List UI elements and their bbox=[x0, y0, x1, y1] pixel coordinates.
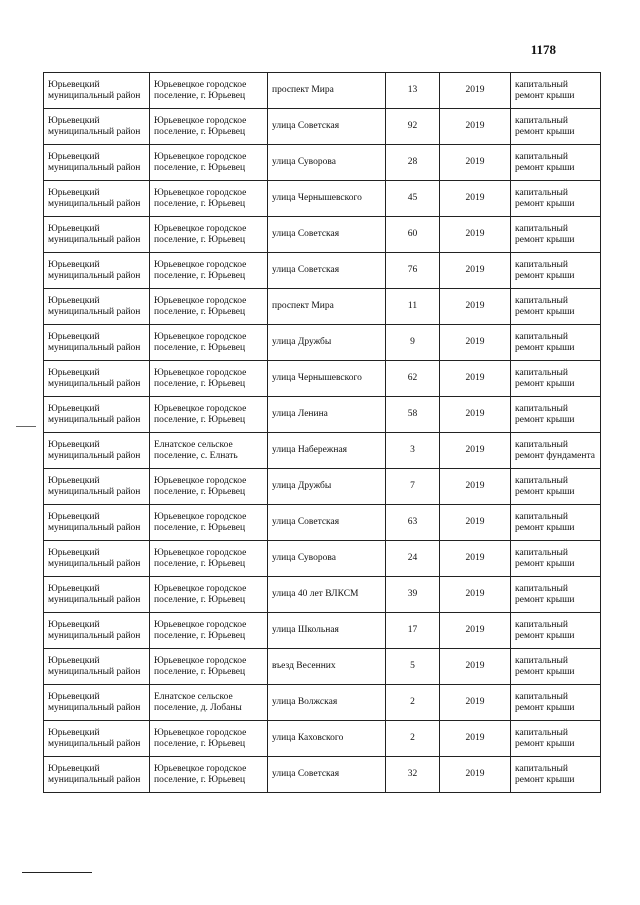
house-number-cell: 9 bbox=[386, 325, 440, 361]
street-cell: проспект Мира bbox=[268, 73, 386, 109]
district-cell: Юрьевецкий муниципальный район bbox=[44, 109, 150, 145]
work-type-cell: капитальный ремонт крыши bbox=[511, 577, 601, 613]
street-cell: улица Ленина bbox=[268, 397, 386, 433]
settlement-cell: Юрьевецкое городское поселение, г. Юрьевец bbox=[150, 145, 268, 181]
table-row bbox=[44, 541, 601, 577]
year-cell: 2019 bbox=[440, 577, 511, 613]
street-cell: улица Советская bbox=[268, 217, 386, 253]
district-cell: Юрьевецкий муниципальный район bbox=[44, 397, 150, 433]
street-cell: улица Советская bbox=[268, 757, 386, 793]
district-cell: Юрьевецкий муниципальный район bbox=[44, 649, 150, 685]
year-cell: 2019 bbox=[440, 325, 511, 361]
house-number-cell: 39 bbox=[386, 577, 440, 613]
house-number-cell: 76 bbox=[386, 253, 440, 289]
work-type-cell: капитальный ремонт крыши bbox=[511, 181, 601, 217]
table-row bbox=[44, 469, 601, 505]
district-cell: Юрьевецкий муниципальный район bbox=[44, 145, 150, 181]
house-number-cell: 5 bbox=[386, 649, 440, 685]
work-type-cell: капитальный ремонт крыши bbox=[511, 109, 601, 145]
table-row bbox=[44, 361, 601, 397]
district-cell: Юрьевецкий муниципальный район bbox=[44, 685, 150, 721]
settlement-cell: Юрьевецкое городское поселение, г. Юрьевец bbox=[150, 289, 268, 325]
table-body bbox=[44, 73, 601, 793]
house-number-cell: 58 bbox=[386, 397, 440, 433]
work-type-cell: капитальный ремонт крыши bbox=[511, 361, 601, 397]
year-cell: 2019 bbox=[440, 289, 511, 325]
year-cell: 2019 bbox=[440, 73, 511, 109]
table-row bbox=[44, 325, 601, 361]
table-row bbox=[44, 145, 601, 181]
district-cell: Юрьевецкий муниципальный район bbox=[44, 757, 150, 793]
house-number-cell: 45 bbox=[386, 181, 440, 217]
house-number-cell: 28 bbox=[386, 145, 440, 181]
street-cell: улица Суворова bbox=[268, 145, 386, 181]
house-number-cell: 17 bbox=[386, 613, 440, 649]
house-number-cell: 2 bbox=[386, 685, 440, 721]
work-type-cell: капитальный ремонт крыши bbox=[511, 613, 601, 649]
house-number-cell: 2 bbox=[386, 721, 440, 757]
street-cell: улица Дружбы bbox=[268, 325, 386, 361]
work-type-cell: капитальный ремонт крыши bbox=[511, 469, 601, 505]
work-type-cell: капитальный ремонт крыши bbox=[511, 397, 601, 433]
table-row bbox=[44, 109, 601, 145]
district-cell: Юрьевецкий муниципальный район bbox=[44, 433, 150, 469]
settlement-cell: Юрьевецкое городское поселение, г. Юрьевец bbox=[150, 469, 268, 505]
work-type-cell: капитальный ремонт крыши bbox=[511, 217, 601, 253]
district-cell: Юрьевецкий муниципальный район bbox=[44, 181, 150, 217]
repair-schedule-table bbox=[43, 72, 601, 793]
settlement-cell: Юрьевецкое городское поселение, г. Юрьевец bbox=[150, 541, 268, 577]
settlement-cell: Юрьевецкое городское поселение, г. Юрьевец bbox=[150, 253, 268, 289]
work-type-cell: капитальный ремонт крыши bbox=[511, 721, 601, 757]
table-row bbox=[44, 289, 601, 325]
year-cell: 2019 bbox=[440, 361, 511, 397]
settlement-cell: Елнатское сельское поселение, с. Елнать bbox=[150, 433, 268, 469]
street-cell: проспект Мира bbox=[268, 289, 386, 325]
house-number-cell: 62 bbox=[386, 361, 440, 397]
street-cell: въезд Весенних bbox=[268, 649, 386, 685]
settlement-cell: Юрьевецкое городское поселение, г. Юрьевец bbox=[150, 649, 268, 685]
table-row bbox=[44, 721, 601, 757]
street-cell: улица 40 лет ВЛКСМ bbox=[268, 577, 386, 613]
work-type-cell: капитальный ремонт крыши bbox=[511, 325, 601, 361]
margin-mark bbox=[16, 426, 36, 427]
district-cell: Юрьевецкий муниципальный район bbox=[44, 73, 150, 109]
street-cell: улица Чернышевского bbox=[268, 181, 386, 217]
year-cell: 2019 bbox=[440, 541, 511, 577]
street-cell: улица Советская bbox=[268, 109, 386, 145]
settlement-cell: Юрьевецкое городское поселение, г. Юрьевец bbox=[150, 505, 268, 541]
work-type-cell: капитальный ремонт крыши bbox=[511, 145, 601, 181]
work-type-cell: капитальный ремонт крыши bbox=[511, 73, 601, 109]
house-number-cell: 92 bbox=[386, 109, 440, 145]
district-cell: Юрьевецкий муниципальный район bbox=[44, 253, 150, 289]
district-cell: Юрьевецкий муниципальный район bbox=[44, 217, 150, 253]
table-row bbox=[44, 613, 601, 649]
settlement-cell: Юрьевецкое городское поселение, г. Юрьевец bbox=[150, 757, 268, 793]
house-number-cell: 24 bbox=[386, 541, 440, 577]
year-cell: 2019 bbox=[440, 757, 511, 793]
street-cell: улица Советская bbox=[268, 505, 386, 541]
district-cell: Юрьевецкий муниципальный район bbox=[44, 541, 150, 577]
street-cell: улица Суворова bbox=[268, 541, 386, 577]
house-number-cell: 13 bbox=[386, 73, 440, 109]
district-cell: Юрьевецкий муниципальный район bbox=[44, 325, 150, 361]
street-cell: улица Набережная bbox=[268, 433, 386, 469]
year-cell: 2019 bbox=[440, 469, 511, 505]
year-cell: 2019 bbox=[440, 721, 511, 757]
settlement-cell: Юрьевецкое городское поселение, г. Юрьевец bbox=[150, 73, 268, 109]
settlement-cell: Юрьевецкое городское поселение, г. Юрьевец bbox=[150, 325, 268, 361]
footnote-separator bbox=[22, 872, 92, 873]
work-type-cell: капитальный ремонт крыши bbox=[511, 505, 601, 541]
table-row bbox=[44, 73, 601, 109]
work-type-cell: капитальный ремонт крыши bbox=[511, 685, 601, 721]
work-type-cell: капитальный ремонт фундамента bbox=[511, 433, 601, 469]
settlement-cell: Юрьевецкое городское поселение, г. Юрьевец bbox=[150, 397, 268, 433]
year-cell: 2019 bbox=[440, 181, 511, 217]
settlement-cell: Юрьевецкое городское поселение, г. Юрьевец bbox=[150, 613, 268, 649]
settlement-cell: Юрьевецкое городское поселение, г. Юрьевец bbox=[150, 109, 268, 145]
district-cell: Юрьевецкий муниципальный район bbox=[44, 577, 150, 613]
page-number: 1178 bbox=[530, 42, 556, 57]
year-cell: 2019 bbox=[440, 217, 511, 253]
house-number-cell: 32 bbox=[386, 757, 440, 793]
settlement-cell: Юрьевецкое городское поселение, г. Юрьевец bbox=[150, 721, 268, 757]
house-number-cell: 7 bbox=[386, 469, 440, 505]
table-row bbox=[44, 433, 601, 469]
street-cell: улица Школьная bbox=[268, 613, 386, 649]
settlement-cell: Юрьевецкое городское поселение, г. Юрьевец bbox=[150, 217, 268, 253]
district-cell: Юрьевецкий муниципальный район bbox=[44, 469, 150, 505]
work-type-cell: капитальный ремонт крыши bbox=[511, 289, 601, 325]
year-cell: 2019 bbox=[440, 397, 511, 433]
table-row bbox=[44, 253, 601, 289]
settlement-cell: Елнатское сельское поселение, д. Лобаны bbox=[150, 685, 268, 721]
district-cell: Юрьевецкий муниципальный район bbox=[44, 721, 150, 757]
year-cell: 2019 bbox=[440, 433, 511, 469]
table-row bbox=[44, 505, 601, 541]
year-cell: 2019 bbox=[440, 685, 511, 721]
table-row bbox=[44, 181, 601, 217]
table-row bbox=[44, 397, 601, 433]
work-type-cell: капитальный ремонт крыши bbox=[511, 253, 601, 289]
year-cell: 2019 bbox=[440, 649, 511, 685]
table-row bbox=[44, 757, 601, 793]
street-cell: улица Каховского bbox=[268, 721, 386, 757]
district-cell: Юрьевецкий муниципальный район bbox=[44, 361, 150, 397]
work-type-cell: капитальный ремонт крыши bbox=[511, 649, 601, 685]
work-type-cell: капитальный ремонт крыши bbox=[511, 757, 601, 793]
street-cell: улица Чернышевского bbox=[268, 361, 386, 397]
house-number-cell: 60 bbox=[386, 217, 440, 253]
table-row bbox=[44, 685, 601, 721]
house-number-cell: 3 bbox=[386, 433, 440, 469]
street-cell: улица Советская bbox=[268, 253, 386, 289]
year-cell: 2019 bbox=[440, 109, 511, 145]
table-row bbox=[44, 577, 601, 613]
street-cell: улица Дружбы bbox=[268, 469, 386, 505]
street-cell: улица Волжская bbox=[268, 685, 386, 721]
table-row bbox=[44, 649, 601, 685]
district-cell: Юрьевецкий муниципальный район bbox=[44, 613, 150, 649]
house-number-cell: 11 bbox=[386, 289, 440, 325]
year-cell: 2019 bbox=[440, 505, 511, 541]
district-cell: Юрьевецкий муниципальный район bbox=[44, 289, 150, 325]
year-cell: 2019 bbox=[440, 253, 511, 289]
settlement-cell: Юрьевецкое городское поселение, г. Юрьевец bbox=[150, 181, 268, 217]
district-cell: Юрьевецкий муниципальный район bbox=[44, 505, 150, 541]
settlement-cell: Юрьевецкое городское поселение, г. Юрьевец bbox=[150, 577, 268, 613]
table-row bbox=[44, 217, 601, 253]
house-number-cell: 63 bbox=[386, 505, 440, 541]
year-cell: 2019 bbox=[440, 613, 511, 649]
settlement-cell: Юрьевецкое городское поселение, г. Юрьевец bbox=[150, 361, 268, 397]
work-type-cell: капитальный ремонт крыши bbox=[511, 541, 601, 577]
year-cell: 2019 bbox=[440, 145, 511, 181]
